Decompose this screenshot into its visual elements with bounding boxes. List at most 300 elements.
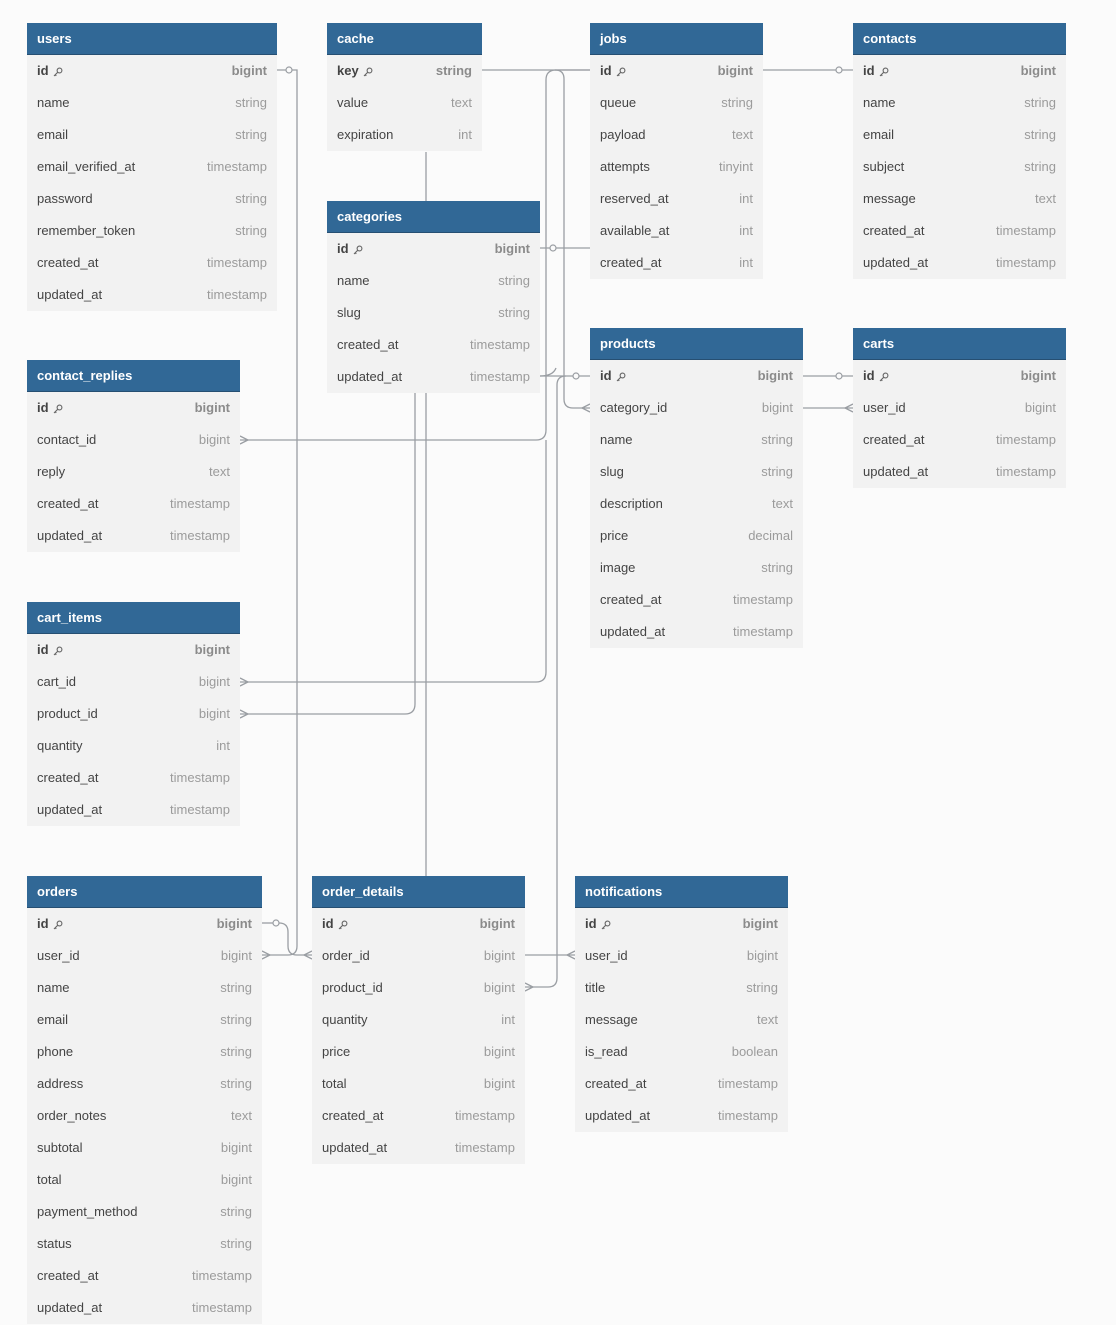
key-icon (53, 920, 63, 930)
key-icon (616, 372, 626, 382)
column-row[interactable] (590, 616, 803, 648)
column-type: text (451, 95, 472, 110)
column-type: bigint (483, 1076, 515, 1091)
key-icon (53, 404, 63, 414)
column-type: timestamp (733, 624, 793, 639)
column-name-text: created_at (863, 223, 925, 238)
column-name-text: cart_id (37, 674, 77, 689)
column-row[interactable] (327, 119, 482, 151)
column-type: timestamp (718, 1076, 778, 1091)
column-name-text: created_at (600, 255, 662, 270)
column-row[interactable] (590, 55, 763, 87)
column-name-text: expiration (337, 127, 394, 142)
column-row[interactable] (27, 456, 240, 488)
column-name-text: order_id (322, 948, 370, 963)
column-name (585, 1100, 650, 1132)
table-notifications[interactable] (575, 876, 788, 1132)
column-name (863, 456, 928, 488)
column-row[interactable] (575, 1068, 788, 1100)
column-type: string (220, 980, 252, 995)
column-name (37, 183, 93, 215)
column-name-text: remember_token (37, 223, 136, 238)
relation-one-marker (550, 245, 556, 251)
column-type: timestamp (170, 496, 230, 511)
column-name-text: price (322, 1044, 351, 1059)
column-type: bigint (483, 948, 515, 963)
column-type: text (757, 1012, 778, 1027)
column-type: bigint (198, 432, 230, 447)
column-row[interactable] (590, 360, 803, 392)
column-name (37, 1260, 98, 1292)
column-name-text: message (863, 191, 916, 206)
column-row[interactable] (27, 1100, 262, 1132)
column-type: timestamp (455, 1108, 515, 1123)
column-type: bigint (483, 1044, 515, 1059)
column-row[interactable] (590, 215, 763, 247)
column-row[interactable] (27, 279, 277, 311)
column-row[interactable] (575, 1004, 788, 1036)
column-name (37, 456, 65, 488)
column-name (600, 215, 669, 247)
column-name-text: quantity (37, 738, 83, 753)
column-row[interactable] (853, 247, 1066, 279)
rel-products-cart-items (240, 392, 415, 714)
column-row[interactable] (575, 908, 788, 940)
column-type: bigint (220, 948, 252, 963)
column-type: bigint (717, 63, 753, 78)
column-row[interactable] (853, 55, 1066, 87)
column-name-text: key (337, 63, 359, 78)
column-type: bigint (198, 674, 230, 689)
column-row[interactable] (27, 634, 240, 666)
rel-orders-order-details (279, 923, 312, 955)
column-name-text: message (585, 1012, 638, 1027)
column-name-text: payload (600, 127, 646, 142)
column-type: bigint (194, 400, 230, 415)
column-name (322, 940, 370, 972)
column-type: timestamp (470, 337, 530, 352)
column-row[interactable] (312, 1004, 525, 1036)
column-type: bigint (746, 948, 778, 963)
column-name-text: created_at (322, 1108, 384, 1123)
column-name (37, 520, 102, 552)
column-name (600, 87, 636, 119)
column-name (585, 908, 611, 940)
column-type: decimal (748, 528, 793, 543)
column-name (37, 940, 80, 972)
column-type: bigint (761, 400, 793, 415)
column-row[interactable] (590, 392, 803, 424)
relation-many-marker (582, 404, 590, 412)
column-row[interactable] (575, 972, 788, 1004)
column-name-text: is_read (585, 1044, 628, 1059)
column-name (37, 424, 96, 456)
column-type: bigint (1020, 368, 1056, 383)
column-row[interactable] (327, 265, 540, 297)
table-cache[interactable] (327, 23, 482, 151)
column-type: timestamp (996, 432, 1056, 447)
column-name-text: created_at (37, 496, 99, 511)
column-row[interactable] (27, 1228, 262, 1260)
column-name (322, 1068, 347, 1100)
column-name-text: id (37, 916, 49, 931)
column-type: bigint (220, 1140, 252, 1155)
table-title: contacts (853, 23, 1066, 55)
relation-many-marker (240, 710, 248, 718)
column-name (600, 55, 626, 87)
column-row[interactable] (327, 233, 540, 265)
column-row[interactable] (853, 360, 1066, 392)
column-row[interactable] (312, 972, 525, 1004)
column-name-text: created_at (863, 432, 925, 447)
column-type: bigint (220, 1172, 252, 1187)
column-name (863, 360, 889, 392)
column-row[interactable] (27, 1068, 262, 1100)
column-name-text: email (863, 127, 895, 142)
column-name-text: created_at (585, 1076, 647, 1091)
column-name (863, 424, 924, 456)
column-name-text: updated_at (37, 802, 103, 817)
column-row[interactable] (312, 1068, 525, 1100)
column-type: string (498, 273, 530, 288)
column-name-text: reserved_at (600, 191, 669, 206)
column-name (600, 247, 661, 279)
column-row[interactable] (590, 520, 803, 552)
column-name (337, 265, 370, 297)
column-row[interactable] (590, 424, 803, 456)
column-name-text: slug (337, 305, 361, 320)
column-type: timestamp (207, 255, 267, 270)
column-type: string (235, 127, 267, 142)
column-row[interactable] (27, 392, 240, 424)
column-name-text: password (37, 191, 93, 206)
column-row[interactable] (853, 215, 1066, 247)
rel-order-details-products (525, 376, 566, 987)
column-type: bigint (216, 916, 252, 931)
column-row[interactable] (590, 456, 803, 488)
column-name-text: updated_at (37, 287, 103, 302)
relation-one-marker (836, 67, 842, 73)
column-row[interactable] (590, 552, 803, 584)
column-type: string (1024, 159, 1056, 174)
column-name-text: contact_id (37, 432, 97, 447)
column-type: string (1024, 95, 1056, 110)
column-row[interactable] (312, 1132, 525, 1164)
column-row[interactable] (27, 1196, 262, 1228)
column-row[interactable] (853, 424, 1066, 456)
relation-one-marker (836, 373, 842, 379)
table-title: order_details (312, 876, 525, 908)
column-row[interactable] (27, 119, 277, 151)
column-type: string (235, 191, 267, 206)
column-row[interactable] (590, 151, 763, 183)
relation-many-marker (240, 436, 248, 444)
column-name-text: updated_at (863, 464, 929, 479)
column-row[interactable] (27, 762, 240, 794)
column-row[interactable] (853, 456, 1066, 488)
column-row[interactable] (312, 940, 525, 972)
column-name (37, 392, 63, 424)
column-name-text: updated_at (37, 528, 103, 543)
column-name (337, 329, 398, 361)
column-name (585, 1036, 628, 1068)
column-row[interactable] (27, 1036, 262, 1068)
table-title: users (27, 23, 277, 55)
relation-one-marker (286, 67, 292, 73)
column-name-text: created_at (37, 255, 99, 270)
key-icon (338, 920, 348, 930)
column-name (863, 87, 896, 119)
column-type: string (761, 560, 793, 575)
column-row[interactable] (27, 972, 262, 1004)
column-row[interactable] (853, 183, 1066, 215)
column-type: text (1035, 191, 1056, 206)
table-contact-replies[interactable] (27, 360, 240, 552)
column-name (863, 55, 889, 87)
column-name (37, 1004, 68, 1036)
table-cart-items[interactable] (27, 602, 240, 826)
column-name-text: name (37, 980, 70, 995)
column-type: timestamp (170, 770, 230, 785)
column-name-text: order_notes (37, 1108, 107, 1123)
column-name (322, 1100, 383, 1132)
column-type: string (220, 1236, 252, 1251)
column-name (37, 151, 135, 183)
column-name-text: id (37, 642, 49, 657)
column-name (37, 119, 68, 151)
column-row[interactable] (27, 183, 277, 215)
table-categories[interactable] (327, 201, 540, 393)
column-name (37, 279, 102, 311)
key-icon (616, 67, 626, 77)
column-row[interactable] (27, 87, 277, 119)
column-name (37, 698, 98, 730)
column-type: timestamp (996, 464, 1056, 479)
relation-many-marker (262, 951, 270, 959)
column-name-text: created_at (37, 770, 99, 785)
column-name (863, 247, 928, 279)
column-name (37, 762, 98, 794)
column-type: timestamp (996, 223, 1056, 238)
column-name (322, 972, 383, 1004)
column-name-text: value (337, 95, 369, 110)
column-name (37, 634, 63, 666)
column-name (322, 1004, 368, 1036)
column-name (37, 1132, 83, 1164)
column-row[interactable] (27, 940, 262, 972)
column-row[interactable] (327, 297, 540, 329)
column-name-text: updated_at (585, 1108, 651, 1123)
column-row[interactable] (312, 1036, 525, 1068)
column-type: bigint (194, 642, 230, 657)
column-name (337, 233, 363, 265)
column-row[interactable] (575, 1100, 788, 1132)
column-type: int (739, 191, 753, 206)
column-row[interactable] (27, 247, 277, 279)
table-contacts[interactable] (853, 23, 1066, 279)
column-row[interactable] (590, 119, 763, 151)
column-row[interactable] (27, 55, 277, 87)
column-row[interactable] (853, 87, 1066, 119)
column-name (600, 183, 669, 215)
column-name-text: subtotal (37, 1140, 83, 1155)
table-jobs[interactable] (590, 23, 763, 279)
table-title: jobs (590, 23, 763, 55)
key-icon (879, 372, 889, 382)
column-row[interactable] (27, 520, 240, 552)
column-row[interactable] (27, 698, 240, 730)
column-row[interactable] (327, 361, 540, 393)
column-row[interactable] (27, 1164, 262, 1196)
column-row[interactable] (27, 730, 240, 762)
column-row[interactable] (27, 1292, 262, 1324)
table-carts[interactable] (853, 328, 1066, 488)
column-name-text: created_at (37, 1268, 99, 1283)
column-row[interactable] (853, 119, 1066, 151)
table-title: categories (327, 201, 540, 233)
column-name-text: id (37, 400, 49, 415)
table-title: orders (27, 876, 262, 908)
column-type: string (761, 432, 793, 447)
column-type: bigint (483, 980, 515, 995)
column-name-text: updated_at (863, 255, 929, 270)
column-row[interactable] (27, 215, 277, 247)
column-name-text: updated_at (322, 1140, 388, 1155)
column-name (600, 616, 665, 648)
column-row[interactable] (27, 1132, 262, 1164)
column-row[interactable] (853, 151, 1066, 183)
column-row[interactable] (327, 329, 540, 361)
column-name-text: name (600, 432, 633, 447)
table-orders[interactable] (27, 876, 262, 1324)
column-name (337, 55, 373, 87)
column-type: timestamp (207, 287, 267, 302)
column-type: string (220, 1012, 252, 1027)
column-type: timestamp (470, 369, 530, 384)
column-type: text (732, 127, 753, 142)
column-name-text: category_id (600, 400, 668, 415)
column-name-text: created_at (600, 592, 662, 607)
column-type: bigint (1024, 400, 1056, 415)
column-type: timestamp (455, 1140, 515, 1155)
column-name-text: id (863, 368, 875, 383)
column-name (37, 794, 102, 826)
column-type: timestamp (170, 802, 230, 817)
column-row[interactable] (590, 87, 763, 119)
table-title: carts (853, 328, 1066, 360)
column-row[interactable] (590, 584, 803, 616)
column-row[interactable] (590, 488, 803, 520)
column-name-text: product_id (37, 706, 98, 721)
column-name-text: id (863, 63, 875, 78)
column-type: int (739, 223, 753, 238)
table-title: contact_replies (27, 360, 240, 392)
column-type: string (235, 223, 267, 238)
column-name (600, 584, 661, 616)
column-name-text: attempts (600, 159, 650, 174)
column-type: int (501, 1012, 515, 1027)
column-type: timestamp (996, 255, 1056, 270)
table-products[interactable] (590, 328, 803, 648)
column-type: string (1024, 127, 1056, 142)
key-icon (53, 67, 63, 77)
column-name-text: price (600, 528, 629, 543)
column-name (37, 1068, 83, 1100)
column-type: timestamp (733, 592, 793, 607)
column-row[interactable] (575, 1036, 788, 1068)
column-row[interactable] (312, 1100, 525, 1132)
column-type: bigint (1020, 63, 1056, 78)
column-type: int (216, 738, 230, 753)
column-row[interactable] (27, 1004, 262, 1036)
column-name-text: id (322, 916, 334, 931)
key-icon (879, 67, 889, 77)
rel-products-curve (540, 368, 556, 376)
relation-one-marker (573, 373, 579, 379)
column-name (585, 1004, 638, 1036)
table-users[interactable] (27, 23, 277, 311)
column-type: bigint (757, 368, 793, 383)
column-name-text: subject (863, 159, 905, 174)
column-type: bigint (742, 916, 778, 931)
column-row[interactable] (590, 183, 763, 215)
column-name-text: product_id (322, 980, 383, 995)
column-row[interactable] (27, 908, 262, 940)
column-row[interactable] (27, 1260, 262, 1292)
relation-many-marker (525, 983, 533, 991)
table-title: notifications (575, 876, 788, 908)
column-row[interactable] (853, 392, 1066, 424)
column-row[interactable] (312, 908, 525, 940)
column-name (600, 456, 624, 488)
column-name (337, 119, 393, 151)
column-name-text: name (37, 95, 70, 110)
column-type: bigint (198, 706, 230, 721)
column-name (600, 151, 650, 183)
column-type: timestamp (170, 528, 230, 543)
column-row[interactable] (575, 940, 788, 972)
table-order-details[interactable] (312, 876, 525, 1164)
column-row[interactable] (27, 424, 240, 456)
column-type: boolean (731, 1044, 778, 1059)
column-type: string (761, 464, 793, 479)
relation-many-marker (567, 951, 575, 959)
column-row[interactable] (27, 794, 240, 826)
column-type: bigint (231, 63, 267, 78)
key-icon (363, 67, 373, 77)
column-row[interactable] (27, 151, 277, 183)
column-name-text: id (600, 63, 612, 78)
column-name (585, 1068, 646, 1100)
column-type: timestamp (718, 1108, 778, 1123)
column-row[interactable] (327, 87, 482, 119)
column-row[interactable] (327, 55, 482, 87)
column-name-text: id (585, 916, 597, 931)
column-name (600, 424, 633, 456)
column-name-text: total (37, 1172, 62, 1187)
key-icon (353, 245, 363, 255)
column-type: string (498, 305, 530, 320)
column-row[interactable] (590, 247, 763, 279)
column-name-text: id (600, 368, 612, 383)
column-name (337, 361, 402, 393)
relation-many-marker (240, 678, 248, 686)
column-row[interactable] (27, 666, 240, 698)
column-name-text: title (585, 980, 606, 995)
column-name (863, 151, 904, 183)
column-row[interactable] (27, 488, 240, 520)
column-type: text (209, 464, 230, 479)
